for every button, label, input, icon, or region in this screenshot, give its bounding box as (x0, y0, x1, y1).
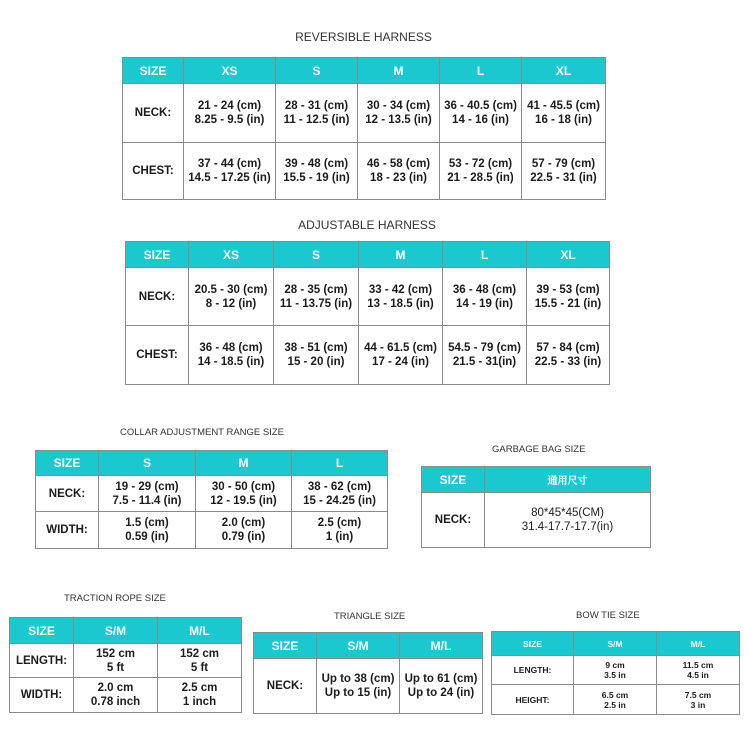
garbage-bag-table (421, 466, 651, 548)
cell-height-sm: 6.5 cm 2.5 in (574, 685, 657, 715)
row-label-chest: CHEST: (126, 326, 189, 385)
cell-neck-sm: Up to 38 (cm) Up to 15 (in) (317, 659, 400, 714)
header-m: M (358, 58, 440, 84)
row-label-neck: NECK: (36, 476, 99, 512)
cell-neck-xl: 41 - 45.5 (cm) 16 - 18 (in) (522, 84, 606, 143)
adjustable-harness-table (125, 241, 610, 385)
header-universal-size: 通用尺寸 (485, 467, 651, 493)
cell-neck-s: 19 - 29 (cm) 7.5 - 11.4 (in) (99, 476, 196, 512)
cell-neck-xs: 20.5 - 30 (cm) 8 - 12 (in) (189, 268, 274, 326)
cell-width-s: 1.5 (cm) 0.59 (in) (99, 512, 196, 549)
cell-width-sm: 2.0 cm 0.78 inch (74, 678, 158, 713)
cell-neck-l: 36 - 40.5 (cm) 14 - 16 (in) (440, 84, 522, 143)
cell-neck-s: 28 - 35 (cm) 11 - 13.75 (in) (274, 268, 359, 326)
cell-chest-m: 46 - 58 (cm) 18 - 23 (in) (358, 143, 440, 200)
cell-neck-universal: 80*45*45(CM) 31.4-17.7-17.7(in) (485, 493, 651, 548)
cell-chest-xl: 57 - 84 (cm) 22.5 - 33 (in) (527, 326, 610, 385)
row-label-neck: NECK: (422, 493, 485, 548)
header-sm: S/M (574, 632, 657, 656)
reversible-harness-title: REVERSIBLE HARNESS (295, 30, 432, 44)
row-label-length: LENGTH: (492, 656, 574, 685)
traction-rope-title: TRACTION ROPE SIZE (64, 593, 166, 604)
header-s: S (276, 58, 358, 84)
header-size: SIZE (36, 451, 99, 476)
row-label-width: WIDTH: (36, 512, 99, 549)
header-size: SIZE (123, 58, 184, 84)
cell-chest-s: 38 - 51 (cm) 15 - 20 (in) (274, 326, 359, 385)
header-l: L (440, 58, 522, 84)
cell-length-sm: 9 cm 3.5 in (574, 656, 657, 685)
header-l: L (292, 451, 388, 476)
header-m: M (359, 242, 443, 268)
header-sm: S/M (74, 618, 158, 644)
cell-chest-xl: 57 - 79 (cm) 22.5 - 31 (in) (522, 143, 606, 200)
cell-neck-ml: Up to 61 (cm) Up to 24 (in) (400, 659, 483, 714)
cell-neck-m: 30 - 50 (cm) 12 - 19.5 (in) (196, 476, 292, 512)
header-xl: XL (527, 242, 610, 268)
row-label-height: HEIGHT: (492, 685, 574, 715)
traction-rope-table (9, 617, 242, 713)
triangle-size-table (253, 632, 483, 714)
cell-height-ml: 7.5 cm 3 in (657, 685, 740, 715)
triangle-size-title: TRIANGLE SIZE (334, 611, 406, 622)
cell-chest-xs: 37 - 44 (cm) 14.5 - 17.25 (in) (184, 143, 276, 200)
row-label-width: WIDTH: (10, 678, 74, 713)
collar-size-table (35, 450, 388, 549)
header-size: SIZE (10, 618, 74, 644)
cell-neck-xs: 21 - 24 (cm) 8.25 - 9.5 (in) (184, 84, 276, 143)
adjustable-harness-title: ADJUSTABLE HARNESS (298, 218, 436, 232)
cell-width-ml: 2.5 cm 1 inch (158, 678, 242, 713)
bow-tie-table (491, 631, 740, 715)
row-label-neck: NECK: (126, 268, 189, 326)
cell-neck-s: 28 - 31 (cm) 11 - 12.5 (in) (276, 84, 358, 143)
header-s: S (99, 451, 196, 476)
cell-chest-xs: 36 - 48 (cm) 14 - 18.5 (in) (189, 326, 274, 385)
cell-length-ml: 11.5 cm 4.5 in (657, 656, 740, 685)
garbage-bag-title: GARBAGE BAG SIZE (492, 444, 586, 455)
header-xl: XL (522, 58, 606, 84)
row-label-chest: CHEST: (123, 143, 184, 200)
cell-chest-l: 53 - 72 (cm) 21 - 28.5 (in) (440, 143, 522, 200)
cell-chest-m: 44 - 61.5 (cm) 17 - 24 (in) (359, 326, 443, 385)
cell-chest-l: 54.5 - 79 (cm) 21.5 - 31(in) (443, 326, 527, 385)
header-ml: M/L (158, 618, 242, 644)
cell-length-ml: 152 cm 5 ft (158, 644, 242, 678)
cell-width-m: 2.0 (cm) 0.79 (in) (196, 512, 292, 549)
header-ml: M/L (400, 633, 483, 659)
row-label-neck: NECK: (123, 84, 184, 143)
cell-chest-s: 39 - 48 (cm) 15.5 - 19 (in) (276, 143, 358, 200)
row-label-length: LENGTH: (10, 644, 74, 678)
header-m: M (196, 451, 292, 476)
header-s: S (274, 242, 359, 268)
cell-width-l: 2.5 (cm) 1 (in) (292, 512, 388, 549)
cell-length-sm: 152 cm 5 ft (74, 644, 158, 678)
row-label-neck: NECK: (254, 659, 317, 714)
cell-neck-l: 38 - 62 (cm) 15 - 24.25 (in) (292, 476, 388, 512)
header-xs: XS (184, 58, 276, 84)
cell-neck-l: 36 - 48 (cm) 14 - 19 (in) (443, 268, 527, 326)
header-size: SIZE (126, 242, 189, 268)
header-size: SIZE (422, 467, 485, 493)
bow-tie-title: BOW TIE SIZE (576, 610, 640, 621)
reversible-harness-table (122, 57, 606, 200)
header-size: SIZE (492, 632, 574, 656)
header-l: L (443, 242, 527, 268)
header-xs: XS (189, 242, 274, 268)
header-sm: S/M (317, 633, 400, 659)
cell-neck-m: 30 - 34 (cm) 12 - 13.5 (in) (358, 84, 440, 143)
cell-neck-xl: 39 - 53 (cm) 15.5 - 21 (in) (527, 268, 610, 326)
cell-neck-m: 33 - 42 (cm) 13 - 18.5 (in) (359, 268, 443, 326)
header-size: SIZE (254, 633, 317, 659)
collar-size-title: COLLAR ADJUSTMENT RANGE SIZE (120, 427, 284, 438)
header-ml: M/L (657, 632, 740, 656)
